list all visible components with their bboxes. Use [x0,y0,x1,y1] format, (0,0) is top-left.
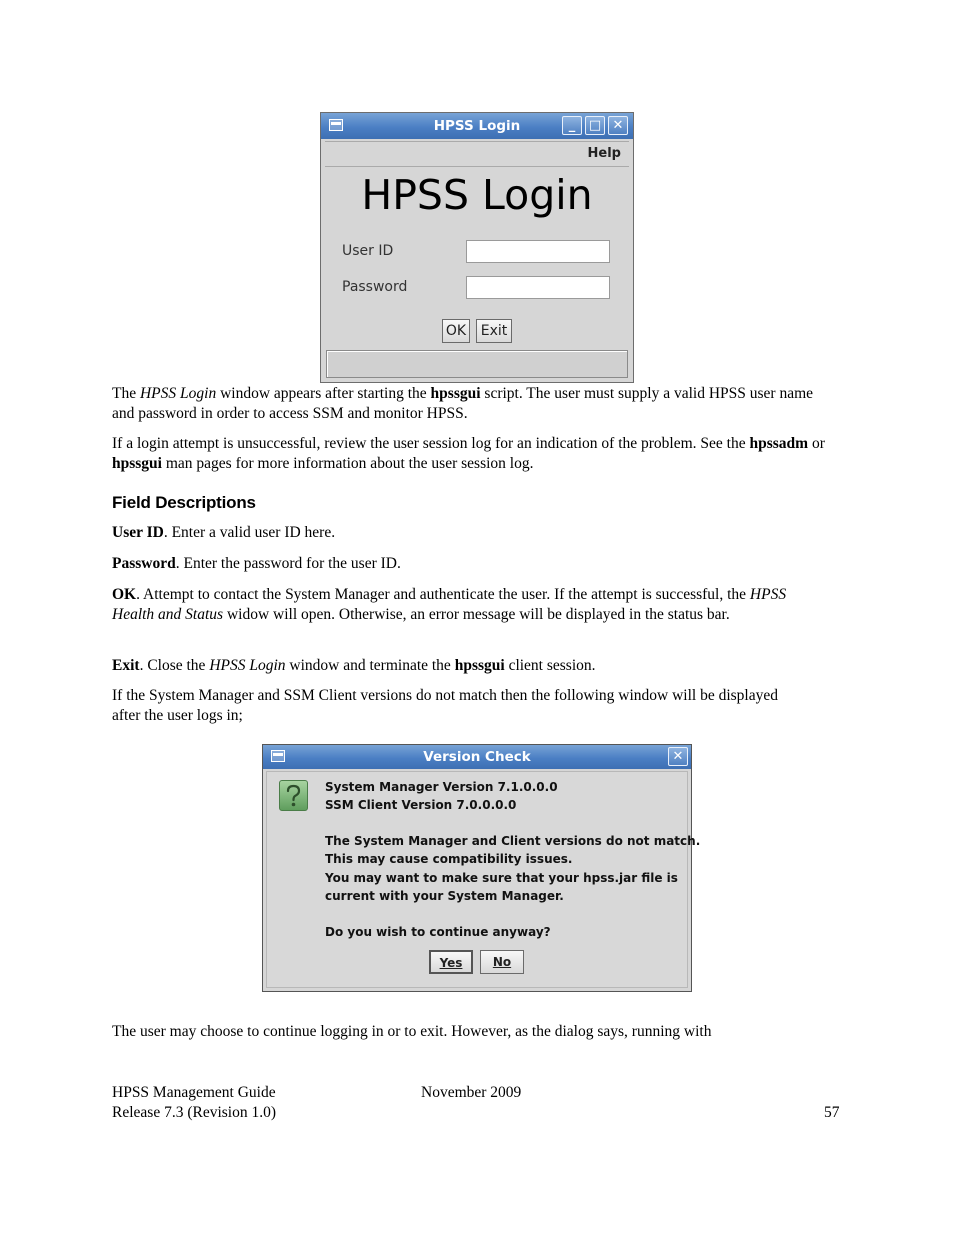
version-check-dialog [262,744,701,992]
version-window-title: Version Check [423,749,531,765]
field-desc-ok: OK. Attempt to contact the System Manager and authenticate the user. If the attempt is successful, the HPSS Health and Status widow will open. Otherwise, an error message will be displayed in the status bar. [112,586,787,623]
paragraph-login-failure: If a login attempt is unsuccessful, review the user session log for an indication of the problem. See the hpssadm or hpssgui man pages for more information about the user session log. [112,435,825,472]
login-menubar [325,141,629,167]
mismatch-text: The System Manager and Client versions do not match. [325,834,701,848]
hpss-login-window [320,112,634,383]
close-icon[interactable]: ✕ [608,116,628,135]
field-desc-exit: Exit. Close the HPSS Login window and terminate the hpssgui client session. [112,657,596,674]
exit-button[interactable]: Exit [476,319,512,343]
window-menu-icon[interactable] [271,750,285,762]
login-titlebar[interactable] [321,113,633,139]
page-number: 57 [824,1104,840,1121]
close-icon[interactable]: ✕ [668,747,688,766]
client-version-text: SSM Client Version 7.0.0.0.0 [325,798,517,812]
section-heading: Field Descriptions [112,493,256,512]
advice-text-2: current with your System Manager. [325,889,564,903]
login-heading: HPSS Login [361,171,593,219]
footer-date: November 2009 [421,1084,522,1101]
login-window-title: HPSS Login [433,118,521,134]
window-menu-icon[interactable] [329,119,343,131]
field-desc-userid: User ID. Enter a valid user ID here. [112,524,336,541]
ok-button[interactable]: OK [442,319,470,343]
no-button[interactable]: No [480,950,524,974]
login-status-bar [326,350,628,378]
help-menu[interactable]: Help [587,146,621,161]
paragraph-login-intro: The HPSS Login window appears after starting the hpssgui script. The user must supply a valid HPSS user name and password in order to access SSM and monitor HPSS. [112,385,814,422]
version-titlebar[interactable] [263,745,691,769]
footer-guide-title: HPSS Management Guide [112,1084,276,1101]
paragraph-version-mismatch: If the System Manager and SSM Client versions do not match then the following window will be displayed after the user logs in; [112,687,778,724]
user-id-label: User ID [342,243,394,259]
password-field[interactable] [466,276,610,299]
continue-question: Do you wish to continue anyway? [325,925,551,939]
minimize-icon[interactable]: _ [562,116,582,135]
compat-text: This may cause compatibility issues. [325,852,573,866]
question-icon [279,780,308,811]
yes-button[interactable]: Yes [429,950,473,974]
field-desc-password: Password. Enter the password for the user ID. [112,555,401,572]
advice-text-1: You may want to make sure that your hpss.jar file is [325,871,678,885]
paragraph-continue: The user may choose to continue logging in or to exit. However, as the dialog says, running with [112,1023,712,1040]
footer-release: Release 7.3 (Revision 1.0) [112,1104,277,1121]
maximize-icon[interactable]: □ [585,116,605,135]
server-version-text: System Manager Version 7.1.0.0.0 [325,780,558,794]
user-id-field[interactable] [466,240,610,263]
password-label: Password [342,279,408,295]
